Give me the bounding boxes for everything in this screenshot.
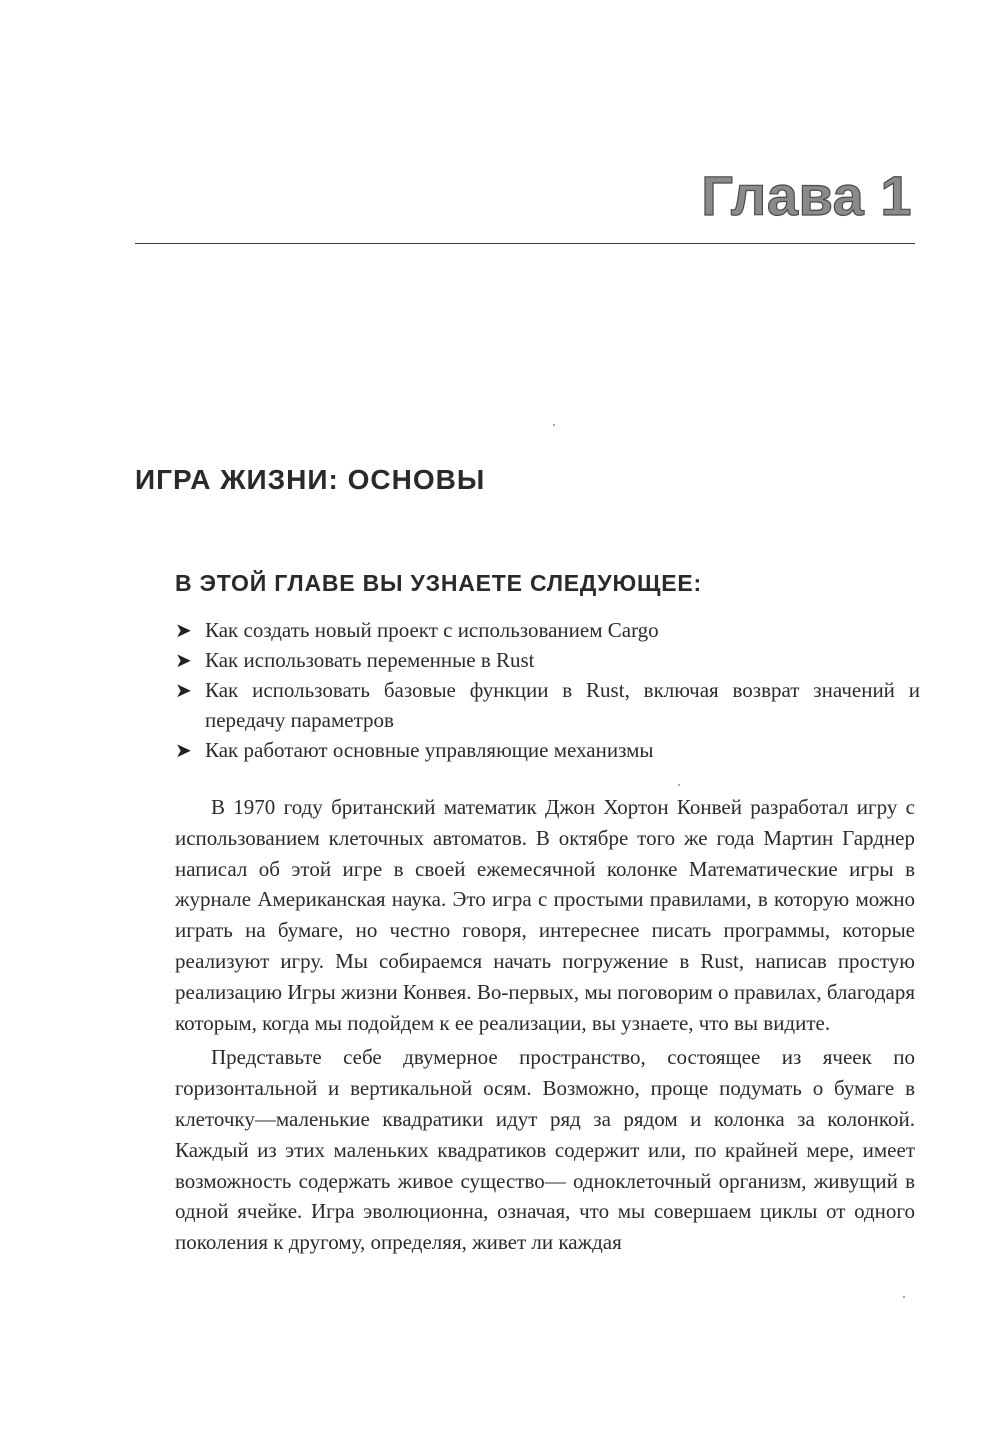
arrowhead-bullet-icon: ➤ — [175, 678, 192, 702]
scan-speck — [553, 424, 555, 426]
chapter-label: Глава 1 — [701, 164, 912, 227]
objective-item — [175, 735, 920, 765]
objective-text: Как работают основные управляющие механизмы — [205, 738, 654, 762]
objectives-heading: В ЭТОЙ ГЛАВЕ ВЫ УЗНАЕТЕ СЛЕДУЮЩЕЕ: — [175, 570, 702, 596]
objective-text: Как использовать переменные в Rust — [205, 648, 535, 672]
objective-text: Как использовать базовые функции в Rust, включая возврат значений и передачу параметров — [205, 678, 920, 732]
objective-item — [175, 615, 920, 645]
scan-speck — [678, 784, 680, 786]
arrowhead-bullet-icon: ➤ — [175, 648, 192, 672]
body-text — [175, 792, 915, 1262]
objectives-list — [175, 615, 920, 765]
objective-item — [175, 675, 920, 735]
arrowhead-bullet-icon: ➤ — [175, 738, 192, 762]
scan-speck — [903, 1296, 905, 1298]
arrowhead-bullet-icon: ➤ — [175, 618, 192, 642]
chapter-title: ИГРА ЖИЗНИ: ОСНОВЫ — [135, 464, 486, 495]
body-paragraph: Представьте себе двумерное пространство, состоящее из ячеек по горизонтальной и вертикальной осям. Возможно, проще подумать о бумаге в клеточку—маленькие квадратики идут ряд за рядом и колонка за колонкой. Каждый из этих маленьких квадратиков содержит или, по крайней мере, имеет возможность содержать живое существо— одноклеточный организм, живущий в одной ячейке. Игра эволюционна, означая, что мы совершаем циклы от одного поколения к другому, определяя, живет ли каждая — [175, 1045, 915, 1255]
body-paragraph: В 1970 году британский математик Джон Хортон Конвей разработал игру с использованием клеточных автоматов. В октябре того же года Мартин Гарднер написал об этой игре в своей ежемесячной колонке Математические игры в журнале Американская наука. Это игра с простыми правилами, в которую можно играть на бумаге, но честно говоря, интереснее писать программы, которые реализуют игру. Мы собираемся начать погружение в Rust, написав простую реализацию Игры жизни Конвея. Во-первых, мы поговорим о правилах, благодаря которым, когда мы подойдем к ее реализации, вы узнаете, что вы видите. — [175, 795, 915, 1035]
chapter-rule — [135, 243, 915, 244]
objective-text: Как создать новый проект с использованием Cargo — [205, 618, 659, 642]
objective-item — [175, 645, 920, 675]
